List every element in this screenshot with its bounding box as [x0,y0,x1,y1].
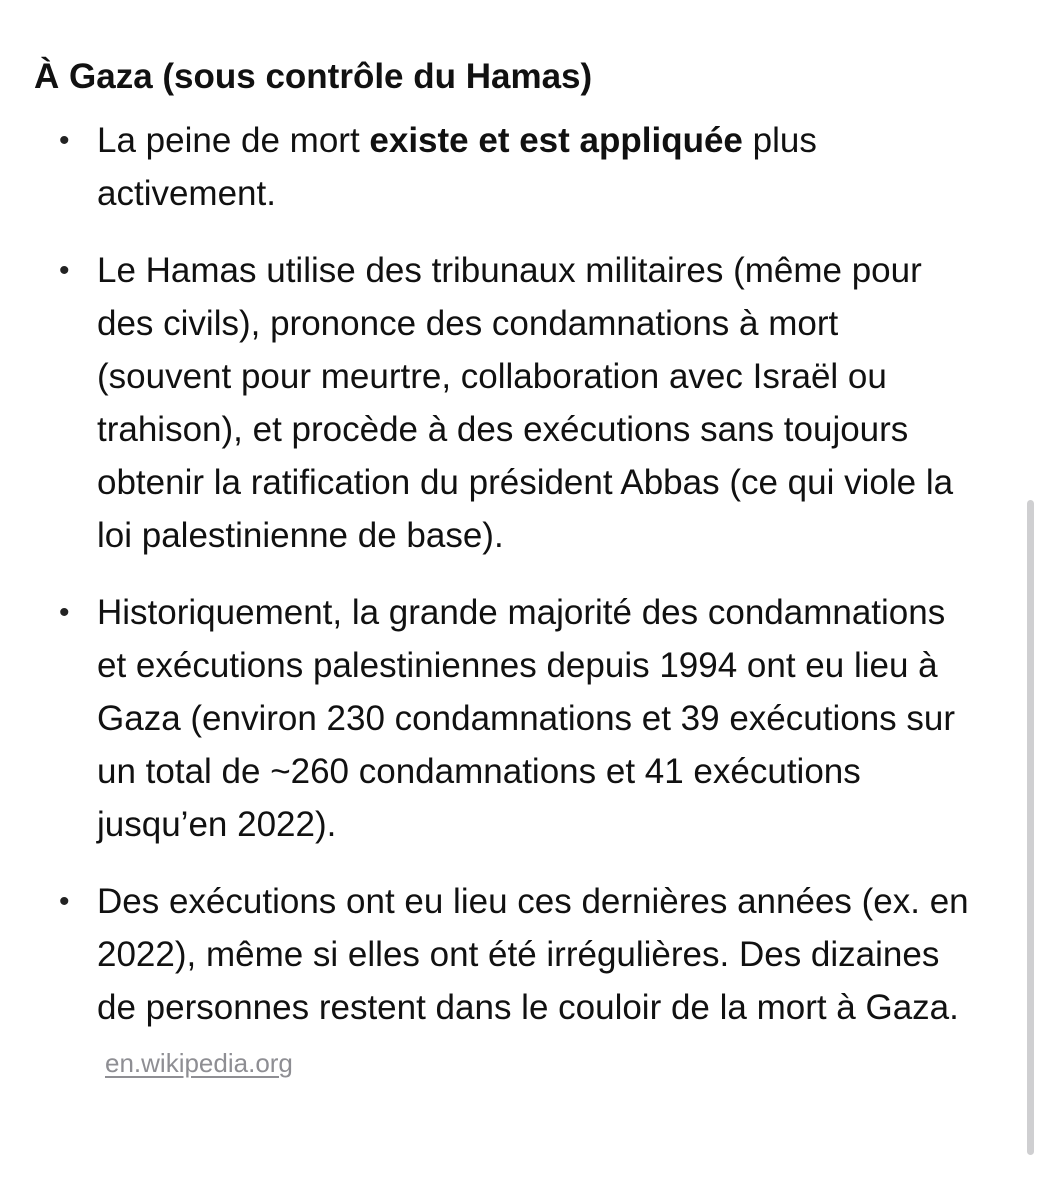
bullet-marker: • [59,885,70,918]
vertical-scrollbar[interactable] [1027,500,1034,1155]
bullet-text: Historiquement, la grande majorité des condamnations et exécutions palestiniennes depuis 1994 ont eu lieu à Gaza (environ 230 condamnations et 39 exécutions sur un total de ~260 condamnations et 41 exécutions jusqu’en 2022). [97,593,956,844]
bullet-marker: • [59,124,70,157]
bullet-text: Des exécutions ont eu lieu ces dernières années (ex. en 2022), même si elles ont été irrégulières. Des dizaines de personnes restent dans le couloir de la mort à Gaza. [97,882,969,1027]
bullet-item [34,244,977,562]
section-heading: À Gaza (sous contrôle du Hamas) [34,57,593,96]
bullet-item [34,114,977,220]
bullet-text-before: La peine de mort [97,121,370,160]
bullet-item [34,586,977,851]
bullet-marker: • [59,254,70,287]
bullet-marker: • [59,596,70,629]
bullet-list [34,114,994,1090]
bullet-text: Le Hamas utilise des tribunaux militaires (même pour des civils), prononce des condamnations à mort (souvent pour meurtre, collaboration avec Israël ou trahison), et procède à des exécutions sans toujours obtenir la ratification du président Abbas (ce qui viole la loi palestinienne de base). [97,251,954,555]
bullet-text-after: plus activement. [97,121,817,213]
message-content [34,50,994,1114]
source-link[interactable]: en.wikipedia.org [105,1048,293,1078]
bullet-bold-text: existe et est appliquée [369,121,743,160]
bullet-item [34,875,977,1090]
